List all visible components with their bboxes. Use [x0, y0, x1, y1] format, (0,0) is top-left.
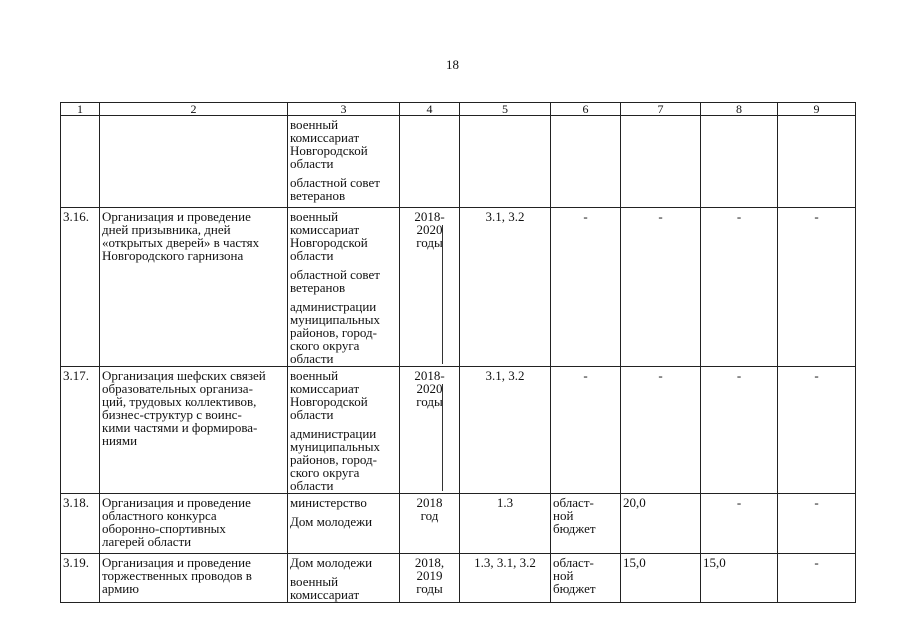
activity-line: ций, трудовых коллективов,	[102, 394, 257, 409]
col7-value-cell: -	[621, 208, 701, 367]
col7-value-cell	[621, 116, 701, 208]
term-cell	[400, 208, 460, 367]
responsible-org-line: областной совет	[290, 267, 380, 282]
row-number-cell: 3.17.	[61, 367, 100, 494]
activity-line: образовательных организа-	[102, 381, 253, 396]
vertical-rule	[442, 225, 443, 364]
funding-source-cell	[551, 367, 621, 494]
responsible-org-line: военный	[290, 117, 339, 132]
vertical-rule	[442, 384, 443, 491]
table-row	[61, 116, 856, 208]
funding-source-cell	[551, 494, 621, 554]
responsible-org-line: ветеранов	[290, 280, 346, 295]
responsible-org-line: администрации	[290, 426, 377, 441]
term-line: 2018-	[414, 209, 445, 224]
responsible-org-line: военный	[290, 574, 339, 589]
tasks-cell: 3.1, 3.2	[460, 367, 551, 494]
col8-value-cell: -	[701, 208, 778, 367]
activity-line: Организация и проведение	[102, 495, 251, 510]
activity-cell	[100, 494, 288, 554]
term-line: годы	[416, 581, 443, 596]
responsible-org-line: Новгородской	[290, 235, 368, 250]
term-line: 2020	[416, 381, 443, 396]
activity-line: Организация и проведение	[102, 209, 251, 224]
activity-line: «открытых дверей» в частях	[102, 235, 260, 250]
col9-value-cell	[778, 116, 856, 208]
responsible-org-line: Дом молодежи	[290, 555, 373, 570]
responsible-org-line: муниципальных	[290, 312, 381, 327]
activity-line: армию	[102, 581, 139, 596]
responsible-org-line: области	[290, 351, 334, 366]
header-cell: 7	[621, 103, 701, 116]
tasks-cell: 1.3, 3.1, 3.2	[460, 554, 551, 603]
header-row	[61, 103, 856, 116]
funding-source-line: -	[583, 368, 588, 383]
activity-line: оборонно-спортивных	[102, 521, 226, 536]
col9-value-cell: -	[778, 367, 856, 494]
funding-source-line: бюджет	[553, 581, 596, 596]
term-line: 2018-	[414, 368, 445, 383]
responsible-org-line: военный	[290, 368, 339, 383]
activity-cell	[100, 208, 288, 367]
responsible-org-line: комиссариат	[290, 130, 360, 145]
activity-line: кими частями и формирова-	[102, 420, 258, 435]
responsible-org-line: районов, город-	[290, 452, 377, 467]
col8-value-cell	[701, 116, 778, 208]
responsible-orgs-cell	[288, 494, 400, 554]
header-cell: 5	[460, 103, 551, 116]
responsible-org	[290, 515, 397, 528]
activity-line: дней призывника, дней	[102, 222, 231, 237]
responsible-org	[290, 118, 397, 170]
responsible-org	[290, 300, 397, 365]
tasks-cell: 1.3	[460, 494, 551, 554]
responsible-org-line: ского округа	[290, 465, 360, 480]
activity-line: Организация шефских связей	[102, 368, 266, 383]
responsible-org-line: комиссариат	[290, 222, 360, 237]
funding-source-line: област-	[553, 495, 594, 510]
col9-value-cell: -	[778, 554, 856, 603]
activity-line: торжественных проводов в	[102, 568, 252, 583]
table-row	[61, 494, 856, 554]
col7-value-cell: -	[621, 367, 701, 494]
responsible-org-line: районов, город-	[290, 325, 377, 340]
responsible-org-line: ветеранов	[290, 188, 346, 203]
responsible-org-line: области	[290, 478, 334, 493]
col8-value-cell: -	[701, 367, 778, 494]
col8-value-cell: 15,0	[701, 554, 778, 603]
term-line: годы	[416, 394, 443, 409]
responsible-org-line: ского округа	[290, 338, 360, 353]
responsible-org-line: области	[290, 248, 334, 263]
col9-value-cell: -	[778, 494, 856, 554]
activity-cell	[100, 367, 288, 494]
header-cell: 2	[100, 103, 288, 116]
term-line: 2019	[416, 568, 443, 583]
header-cell: 3	[288, 103, 400, 116]
term-line: год	[420, 508, 439, 523]
term-line: 2018	[416, 495, 443, 510]
responsible-org	[290, 369, 397, 421]
tasks-cell: 3.1, 3.2	[460, 208, 551, 367]
responsible-orgs-cell	[288, 554, 400, 603]
responsible-org	[290, 268, 397, 294]
term-cell	[400, 554, 460, 603]
table-row	[61, 367, 856, 494]
activity-cell	[100, 554, 288, 603]
responsible-org-line: Новгородской	[290, 394, 368, 409]
responsible-orgs-cell	[288, 367, 400, 494]
responsible-org-line: военный	[290, 209, 339, 224]
row-number-cell: 3.19.	[61, 554, 100, 603]
responsible-org	[290, 427, 397, 492]
term-line: 2020	[416, 222, 443, 237]
funding-source-line: област-	[553, 555, 594, 570]
col7-value-cell: 20,0	[621, 494, 701, 554]
table-row	[61, 554, 856, 603]
funding-source-line: -	[583, 209, 588, 224]
header-cell: 6	[551, 103, 621, 116]
row-number-cell: 3.18.	[61, 494, 100, 554]
activity-line: Новгородского гарнизона	[102, 248, 244, 263]
term-cell	[400, 494, 460, 554]
responsible-org	[290, 496, 397, 509]
funding-source-line: бюджет	[553, 521, 596, 536]
responsible-org-line: областной совет	[290, 175, 380, 190]
responsible-org-line: области	[290, 156, 334, 171]
responsible-org-line: комиссариат	[290, 381, 360, 396]
tasks-cell	[460, 116, 551, 208]
page-number: 18	[446, 57, 459, 72]
responsible-org-line: муниципальных	[290, 439, 381, 454]
responsible-orgs-cell	[288, 208, 400, 367]
row-number-cell	[61, 116, 100, 208]
header-cell: 9	[778, 103, 856, 116]
activity-cell	[100, 116, 288, 208]
activity-line: Организация и проведение	[102, 555, 251, 570]
activity-line: бизнес-структур с воинс-	[102, 407, 242, 422]
responsible-org	[290, 575, 397, 601]
responsible-org	[290, 176, 397, 202]
funding-source-cell	[551, 116, 621, 208]
term-cell	[400, 116, 460, 208]
funding-source-line: ной	[553, 508, 574, 523]
responsible-org	[290, 210, 397, 262]
table-row	[61, 208, 856, 367]
plan-table	[60, 102, 856, 603]
funding-source-cell	[551, 208, 621, 367]
responsible-org-line: министерство	[290, 495, 367, 510]
header-cell: 4	[400, 103, 460, 116]
col9-value-cell: -	[778, 208, 856, 367]
header-cell: 8	[701, 103, 778, 116]
responsible-org-line: Новгородской	[290, 143, 368, 158]
term-line: годы	[416, 235, 443, 250]
col8-value-cell: -	[701, 494, 778, 554]
responsible-orgs-cell	[288, 116, 400, 208]
responsible-org-line: комиссариат	[290, 587, 360, 602]
funding-source-line: ной	[553, 568, 574, 583]
funding-source-cell	[551, 554, 621, 603]
responsible-org-line: Дом молодежи	[290, 514, 373, 529]
activity-line: лагерей области	[102, 534, 192, 549]
term-cell	[400, 367, 460, 494]
activity-line: ниями	[102, 433, 138, 448]
row-number-cell: 3.16.	[61, 208, 100, 367]
responsible-org	[290, 556, 397, 569]
responsible-org-line: области	[290, 407, 334, 422]
term-line: 2018,	[414, 555, 445, 570]
header-cell: 1	[61, 103, 100, 116]
responsible-org-line: администрации	[290, 299, 377, 314]
col7-value-cell: 15,0	[621, 554, 701, 603]
activity-line: областного конкурса	[102, 508, 217, 523]
